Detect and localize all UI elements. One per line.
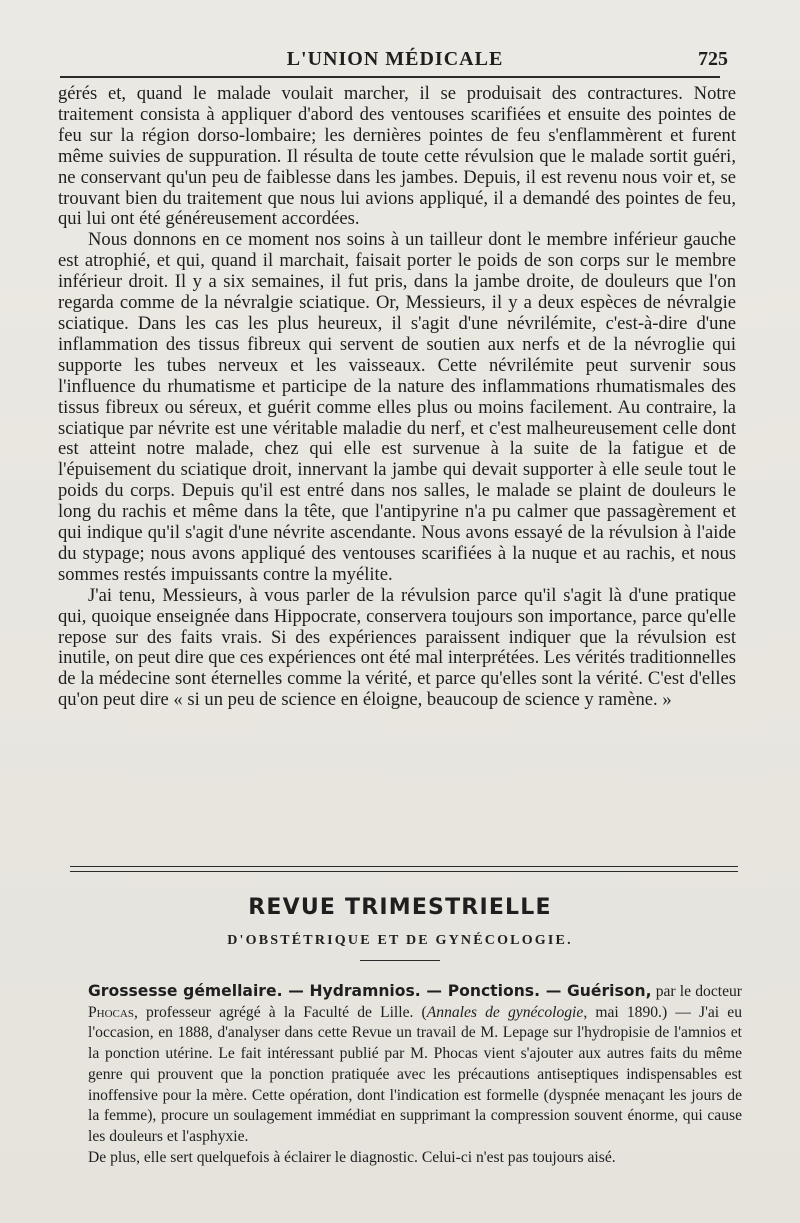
journal-name: Annales de gynécologie — [426, 1003, 584, 1021]
review-text-2: De plus, elle sert quelquefois à éclairer le diagnostic. Celui-ci n'est pas toujours aisé. — [88, 1148, 616, 1166]
author-prefix: par le docteur — [655, 983, 742, 1000]
paragraph-tailleur-case: Nous donnons en ce moment nos soins à un tailleur dont le membre inférieur gauche est atrophié, et qui, quand il marchait, faisait porter le poids de son corps sur le membre inférieur droit. Il y a six semaines, il fut pris, dans la jambe droite, de douleurs que l'on regarda comme de la névralgie sciatique. Or, Messieurs, il y a deux espèces de névralgie sciatique. Dans les cas les plus heureux, il s'agit d'une névrilémite, c'est-à-dire d'une inflammation des tissus fibreux qui servent de soutien aux nerfs et de la névroglie qui supporte les tubes nerveux et les vaisseaux. Cette névrilémite peut survenir sous l'influence du rhumatisme et participe de la nature des inflammations rhumatismales des tissus fibreux ou séreux, et guérit comme elles plus ou moins facilement. Au contraire, la sciatique par névrite est une véritable maladie du nerf, et c'est malheureusement celle dont est atteint notre malade, chez qui elle est survenue à la suite de la fatigue et de l'épuisement du sciatique droit, innervant la jambe qui devait supporter à elle seule tout le poids du corps. Depuis qu'il est entré dans nos salles, le malade se plaint de douleurs le long du rachis et même dans la tête, que l'antipyrine n'a pu calmer que passagèrement et qui indique qu'il s'agit d'une névrite ascendante. Nous avons essayé de la révulsion à l'aide du stypage; nous avons appliqué des ventouses scarifiées à la nuque et au rachis, et nous sommes restés impuissants contre la myélite. — [58, 229, 736, 585]
review-heading: Grossesse gémellaire. — Hydramnios. — Ponctions. — Guérison, — [88, 982, 652, 1000]
author-name: Phocas — [88, 1003, 134, 1021]
review-lead — [88, 981, 742, 1148]
running-title: L'UNION MÉDICALE — [286, 48, 504, 70]
paragraph-continuation: gérés et, quand le malade voulait marcher, il se produisait des contractures. Notre traitement consista à appliquer d'abord des ventouses scarifiées et ensuite des pointes de feu sur la région dorso-lombaire; les dernières pointes de feu s'enflammèrent et furent même suivies de suppuration. Il résulta de toute cette révulsion que le malade sortit guéri, ne conservant qu'un peu de faiblesse dans les jambes. Depuis, il est revenu nous voir et, se trouvant bien du traitement que nous lui avions appliqué, il a demandé des pointes de feu, qui lui ont été généreusement accordées. — [58, 83, 736, 230]
subtitle-rule — [360, 960, 440, 961]
page-header — [50, 44, 740, 74]
section-divider — [70, 866, 738, 872]
article-body — [58, 84, 736, 711]
section-title: REVUE TRIMESTRIELLE — [248, 895, 552, 920]
section-subtitle: D'OBSTÉTRIQUE ET DE GYNÉCOLOGIE. — [227, 933, 573, 948]
review-text-1: — J'ai eu l'occasion, en 1888, d'analyser dans cette Revue un travail de M. Lepage sur l'hydropisie de l'amnios et la ponction utérine. Le fait intéressant publié par M. Phocas vient s'ajouter aux autres faits du même genre qui prouvent que la ponction pratiquée avec les précautions antiseptiques indispensables est inoffensive pour la mère. Cette opération, dont l'indication est formelle (dyspnée menaçant les jours de la femme), procure un soulagement immédiat en supprimant la compression souvent énorme, qui cause les douleurs et l'asphyxie. — [88, 1003, 742, 1145]
paragraph-conclusion: J'ai tenu, Messieurs, à vous parler de la révulsion parce qu'il s'agit là d'une pratique qui, quoique enseignée dans Hippocrate, conservera toujours son importance, parce qu'elle repose sur des faits vrais. Si des expériences paraissent indiquer que la révulsion est inutile, on peut dire que ces expériences ont été mal interprétées. Les vérités traditionnelles de la médecine sont éternelles comme la vérité, et parce qu'elles sont la vérité. C'est d'elles qu'on peut dire « si un peu de science en éloigne, beaucoup de science y ramène. » — [58, 584, 736, 711]
publication-date: , mai 1890.) — [583, 1003, 668, 1021]
header-rule — [60, 76, 720, 78]
author-rest: , professeur agrégé à la Faculté de Lille. ( — [133, 1003, 427, 1021]
review-entry — [88, 981, 742, 1168]
page-number: 725 — [698, 48, 728, 70]
